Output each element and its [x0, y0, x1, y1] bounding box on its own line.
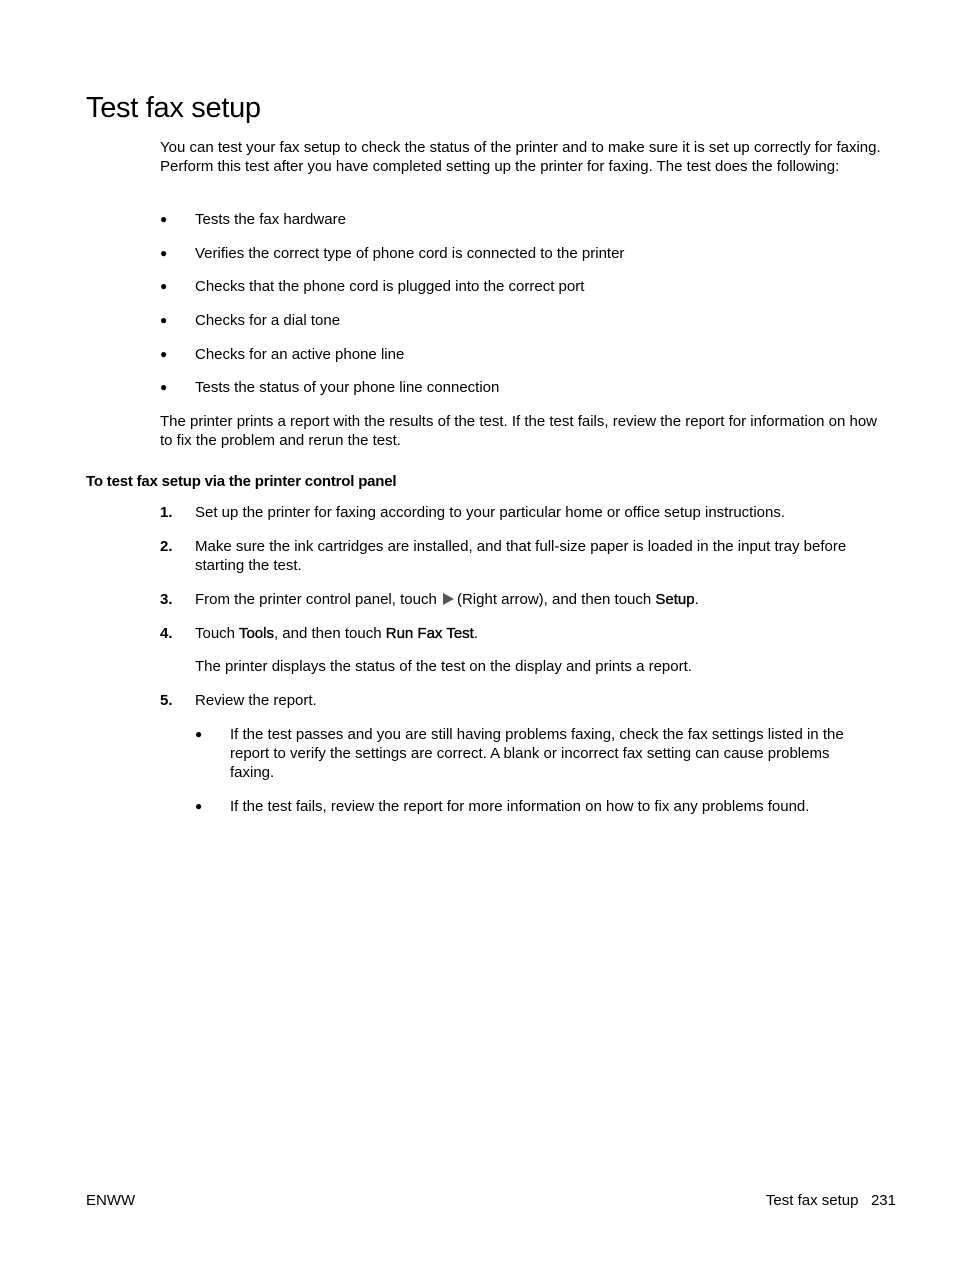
page-title: Test fax setup: [86, 92, 261, 124]
list-item-text: Tests the fax hardware: [195, 211, 346, 228]
intro-paragraph: You can test your fax setup to check the status of the printer and to make sure it is set up correctly for faxing. Perform this test after you have completed setting up the printer for faxing. The test does the following:: [160, 139, 881, 175]
step-number: 2.: [160, 538, 173, 555]
run-fax-test-label: Run Fax Test: [385, 625, 474, 642]
list-item-text: Verifies the correct type of phone cord is connected to the printer: [195, 245, 625, 262]
list-item-text: Checks for a dial tone: [195, 312, 341, 329]
list-item-text: Checks that the phone cord is plugged into the correct port: [195, 278, 585, 295]
result-paragraph: The printer prints a report with the results of the test. If the test fails, review the report for information on how to fix the problem and rerun the test.: [160, 413, 877, 449]
list-item-text: If the test fails, review the report for more information on how to fix any problems found.: [230, 798, 810, 815]
bullet-icon: ●: [160, 347, 168, 361]
list-item-text: Tests the status of your phone line connection: [195, 379, 500, 396]
step-text-post: .: [473, 625, 479, 642]
step-text-mid: , and then touch: [273, 625, 382, 642]
step-number: 1.: [160, 504, 173, 521]
bullet-icon: ●: [160, 212, 168, 226]
bullet-icon: ●: [160, 380, 168, 394]
right-arrow-icon: [443, 593, 454, 605]
bullet-icon: ●: [160, 246, 168, 260]
bullet-icon: ●: [160, 279, 168, 293]
step-text-pre: Touch: [195, 625, 236, 642]
step-text-mid: (Right arrow), and then touch: [456, 591, 652, 608]
step-number: 4.: [160, 625, 173, 642]
step-text-post: .: [694, 591, 699, 608]
bullet-icon: ●: [160, 313, 168, 327]
step-4-note: The printer displays the status of the test on the display and prints a report.: [195, 658, 692, 675]
list-item-text: If the test passes and you are still having problems faxing, check the fax settings listed in the report to verify the settings are correct. A blank or incorrect fax setting can cause problems faxing.: [230, 726, 844, 781]
step-text: Review the report.: [195, 692, 317, 709]
step-number: 5.: [160, 692, 173, 709]
list-item-text: Checks for an active phone line: [195, 346, 405, 363]
step-text: [195, 624, 885, 643]
procedure-heading: To test fax setup via the printer control panel: [86, 473, 397, 490]
bullet-icon: ●: [195, 727, 203, 741]
step-text: Set up the printer for faxing according to your particular home or office setup instructions.: [195, 504, 786, 521]
step-text: Make sure the ink cartridges are installed, and that full-size paper is loaded in the input tray before starting the test.: [195, 538, 847, 574]
footer-page-info: [766, 1191, 896, 1210]
step-number: 3.: [160, 591, 173, 608]
setup-label: Setup: [655, 591, 695, 608]
bullet-icon: ●: [195, 799, 203, 813]
page-number: 231: [870, 1192, 896, 1209]
footer-enww: ENWW: [86, 1192, 136, 1209]
footer-section: Test fax setup: [765, 1192, 859, 1209]
step-text-pre: From the printer control panel, touch: [195, 591, 437, 608]
tools-label: Tools: [238, 625, 274, 642]
step-text: [195, 590, 885, 609]
